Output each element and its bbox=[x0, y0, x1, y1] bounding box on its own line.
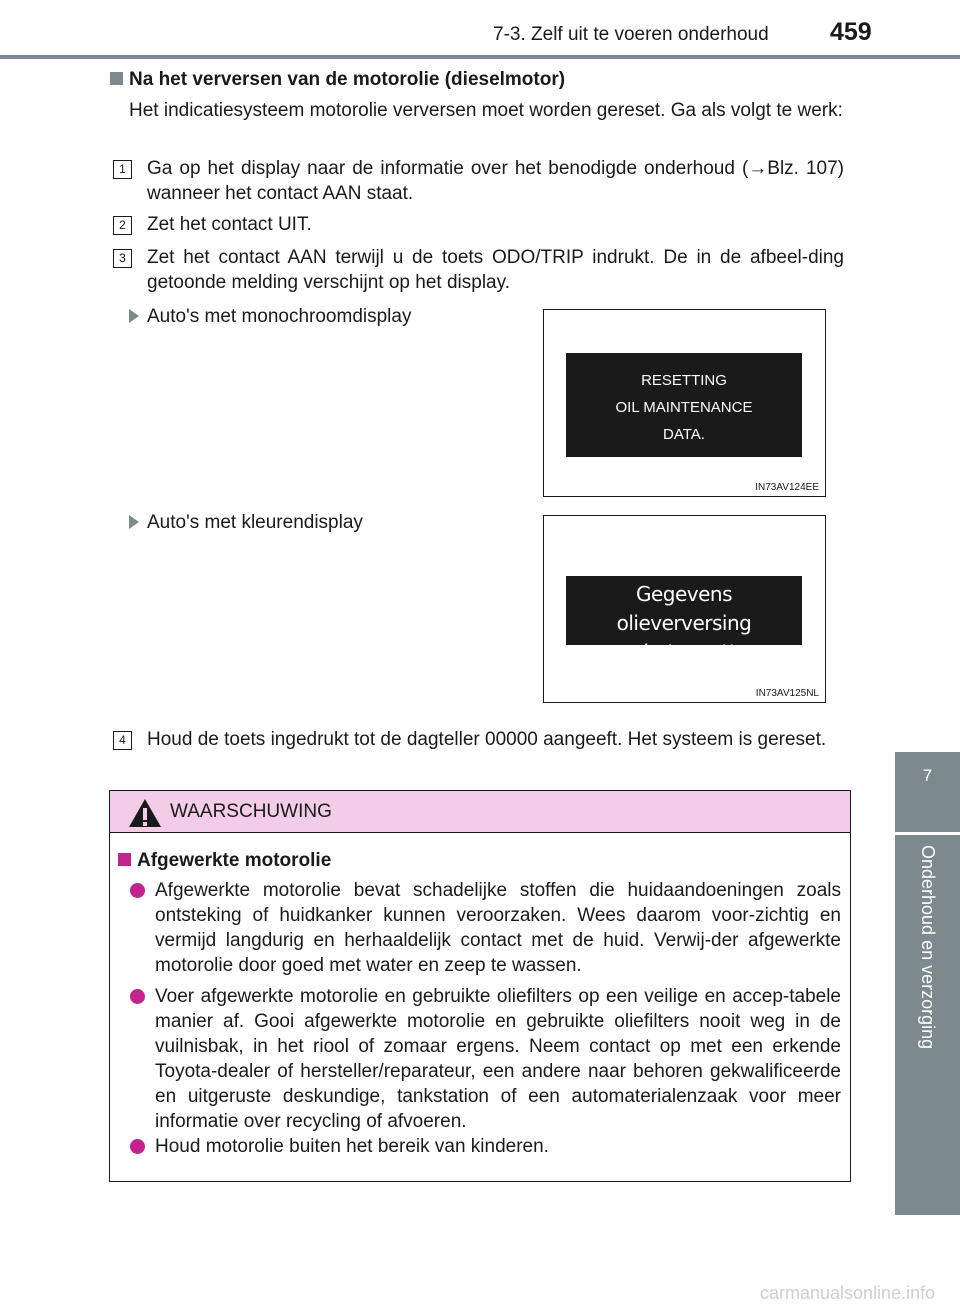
screen-line: RESETTING bbox=[641, 372, 727, 389]
step-1 bbox=[113, 156, 844, 206]
warning-bullet-3 bbox=[130, 1134, 841, 1159]
section-heading bbox=[110, 69, 565, 91]
step-number-badge: 4 bbox=[113, 731, 132, 750]
step-text: Zet het contact AAN terwijl u de toets ODO/TRIP indrukt. De in de afbeel-ding getoonde melding verschijnt op het display. bbox=[147, 247, 844, 293]
screen-line: DATA. bbox=[663, 426, 705, 443]
square-bullet-icon bbox=[118, 853, 131, 866]
header-divider bbox=[0, 55, 960, 59]
step-2 bbox=[113, 212, 844, 237]
chapter-tab-title: Onderhoud en verzorging bbox=[918, 845, 938, 1050]
warning-bullet-text: Houd motorolie buiten het bereik van kinderen. bbox=[155, 1136, 549, 1157]
step-number-badge: 3 bbox=[113, 249, 132, 268]
round-bullet-icon bbox=[130, 989, 145, 1004]
triangle-bullet-icon bbox=[129, 309, 139, 323]
step-4 bbox=[113, 727, 844, 752]
round-bullet-icon bbox=[130, 1139, 145, 1154]
intro-paragraph: Het indicatiesysteem motorolie verversen moet worden gereset. Ga als volgt te werk: bbox=[129, 100, 843, 121]
section-heading-text: Na het verversen van de motorolie (dieselmotor) bbox=[129, 69, 566, 90]
page-number: 459 bbox=[830, 18, 872, 46]
warning-bullet-2 bbox=[130, 984, 841, 1134]
color-display-screen bbox=[566, 576, 802, 664]
figure-code: IN73AV124EE bbox=[755, 482, 819, 493]
step-3 bbox=[113, 245, 844, 295]
chapter-tab-number: 7 bbox=[895, 752, 960, 832]
round-bullet-icon bbox=[130, 883, 145, 898]
watermark: carmanualsonline.info bbox=[760, 1283, 936, 1303]
variant-label-text: Auto's met kleurendisplay bbox=[147, 512, 363, 533]
screen-line: OIL MAINTENANCE bbox=[615, 399, 753, 416]
square-bullet-icon bbox=[110, 72, 123, 85]
warning-exclamation-icon bbox=[143, 808, 147, 820]
warning-subheading-text: Afgewerkte motorolie bbox=[137, 850, 332, 871]
monochrome-display-figure bbox=[543, 309, 826, 497]
monochrome-display-screen bbox=[566, 353, 802, 457]
variant-label-color bbox=[129, 512, 363, 534]
step-number-badge: 1 bbox=[113, 160, 132, 179]
step-text: Houd de toets ingedrukt tot de dagteller 00000 aangeeft. Het systeem is gereset. bbox=[147, 729, 827, 750]
warning-title: WAARSCHUWING bbox=[170, 801, 332, 822]
chapter-tab bbox=[895, 835, 960, 1215]
warning-exclamation-dot-icon bbox=[143, 822, 147, 826]
step-text: Zet het contact UIT. bbox=[147, 214, 312, 235]
warning-bullet-text: Afgewerkte motorolie bevat schadelijke stoffen die huidaandoeningen zoals ontsteking of huidkanker kunnen veroorzaken. Wees daarom voor-zichtig en vermijd langdurig en herhaaldelijk contact met de huid. Verwij-der afgewerkte motorolie door goed met water en zeep te wassen. bbox=[155, 880, 841, 976]
screen-line: aan het resetten. bbox=[601, 640, 767, 664]
warning-box bbox=[109, 790, 851, 1182]
variant-label-monochrome bbox=[129, 306, 411, 328]
header-section-title: 7-3. Zelf uit te voeren onderhoud bbox=[493, 24, 769, 45]
figure-code: IN73AV125NL bbox=[755, 688, 819, 699]
triangle-bullet-icon bbox=[129, 515, 139, 529]
warning-bullet-1 bbox=[130, 878, 841, 978]
warning-bullet-text: Voer afgewerkte motorolie en gebruikte oliefilters op een veilige en accep-tabele manier af. Gooi afgewerkte motorolie en gebruikte oliefilters nooit weg in de vuilnisbak, in het riool of zomaar ergens. Neem contact op met een erkende Toyota-dealer of hersteller/reparateur, een andere naar behoren gekwalificeerde en uitgeruste deskundige, tankstation of een automaterialenzaak voor meer informatie over recycling of afvoeren. bbox=[155, 986, 841, 1132]
color-display-figure bbox=[543, 515, 826, 703]
warning-header bbox=[110, 791, 850, 833]
step-number-badge: 2 bbox=[113, 216, 132, 235]
variant-label-text: Auto's met monochroomdisplay bbox=[147, 306, 412, 327]
warning-subheading bbox=[118, 850, 331, 872]
screen-line: Gegevens olieverversing bbox=[616, 582, 752, 635]
step-text: Ga op het display naar de informatie over het benodigde onderhoud (→Blz. 107) wanneer het contact AAN staat. bbox=[147, 158, 844, 204]
